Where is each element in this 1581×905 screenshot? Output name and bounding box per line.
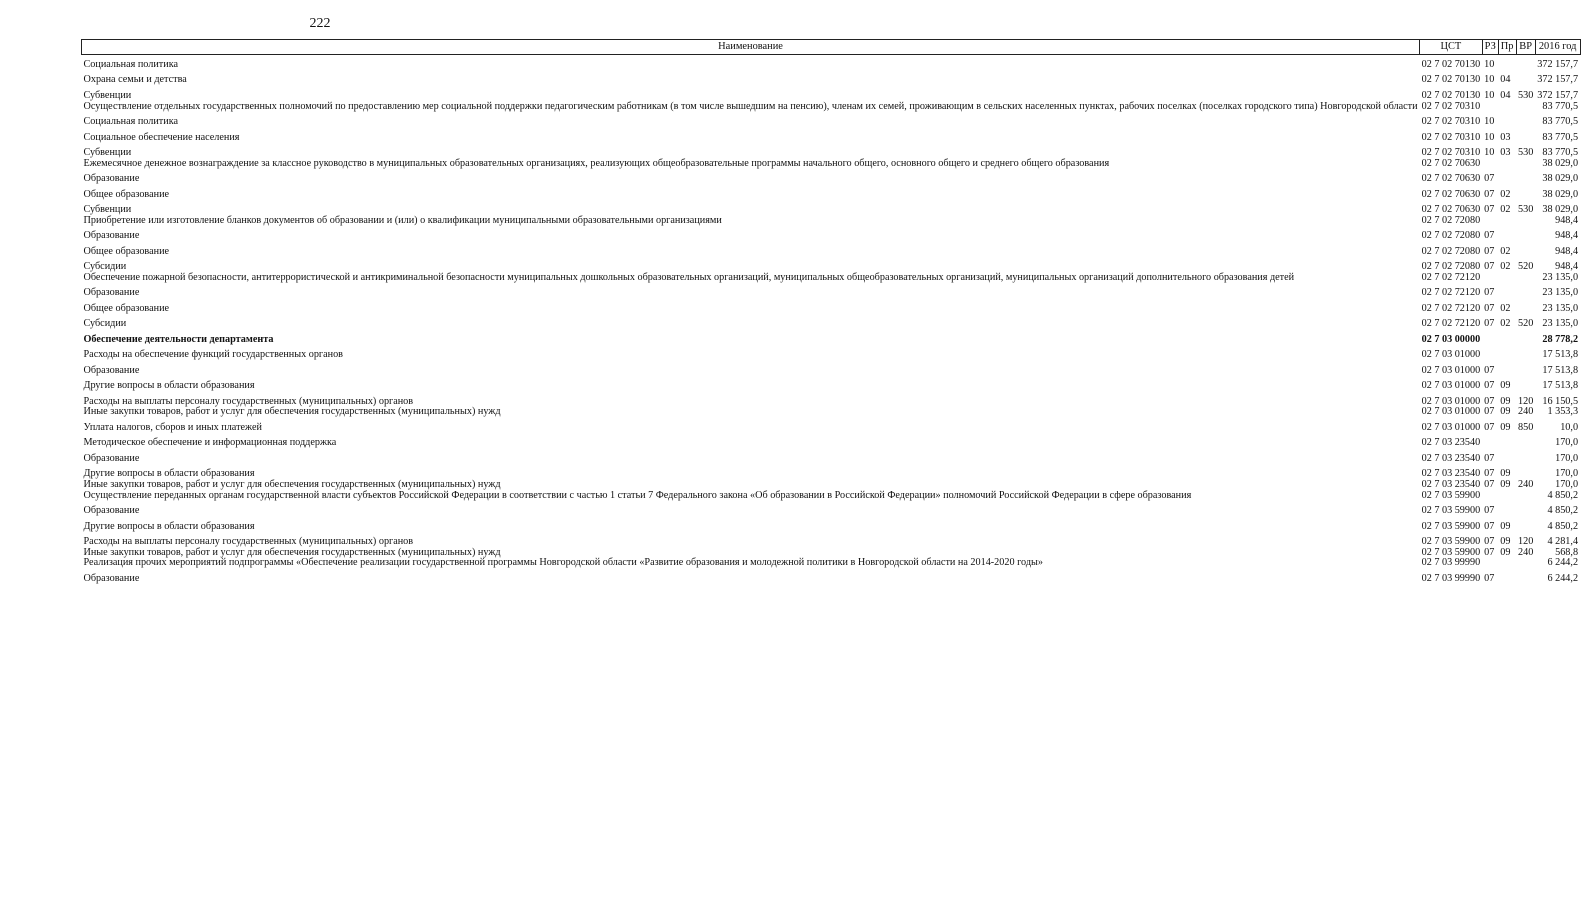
row-cst: 02 7 03 01000 (1421, 349, 1481, 361)
row-pr (1498, 159, 1516, 170)
row-rz (1482, 159, 1498, 170)
table-row (82, 464, 1581, 480)
table-row (82, 433, 1581, 449)
row-cst: 02 7 03 01000 (1421, 380, 1481, 392)
table-header-row (82, 40, 1581, 55)
row-cst: 02 7 03 01000 (1421, 406, 1481, 418)
row-name: Общее образование (83, 188, 170, 200)
row-pr (1498, 449, 1516, 465)
row-name: Обеспечение пожарной безопасности, антитеррористической и антикриминальной безопасности муниципальных дошкольных образовательных организаций, муниципальных общеобразовательных организаций, муниципальных организаций дополнительного образования детей (83, 271, 1295, 283)
row-name: Методическое обеспечение и информационная поддержка (83, 437, 337, 449)
row-cst: 02 7 02 70130 (1421, 58, 1481, 70)
row-vr (1516, 433, 1535, 449)
row-cst: 02 7 03 23540 (1421, 452, 1481, 464)
row-vr (1516, 491, 1535, 502)
row-cst: 02 7 03 59900 (1421, 546, 1481, 558)
table-row (82, 345, 1581, 361)
row-pr: 02 (1500, 261, 1511, 273)
row-name: Ежемесячное денежное вознаграждение за классное руководство в муниципальных образовательных организациях, реализующих общеобразовательные программы начального общего, основного общего и среднего общего образования (83, 157, 1110, 169)
row-rz: 10 (1484, 147, 1495, 158)
row-name: Иные закупки товаров, работ и услуг для обеспечения государственных (муниципальных) нужд (83, 546, 501, 558)
row-amount: 4 850,2 (1547, 505, 1579, 517)
row-cst: 02 7 03 01000 (1421, 395, 1481, 407)
page-number: 222 (309, 16, 331, 31)
row-name: Субсидии (83, 261, 127, 273)
row-cst: 02 7 02 70130 (1421, 74, 1481, 86)
row-amount: 372 157,7 (1537, 89, 1579, 101)
row-cst: 02 7 02 70630 (1421, 204, 1481, 216)
row-rz: 07 (1484, 380, 1495, 392)
row-amount: 17 513,8 (1542, 380, 1579, 392)
row-amount: 170,0 (1555, 468, 1579, 480)
row-cst: 02 7 03 99990 (1421, 572, 1481, 584)
row-pr: 09 (1500, 380, 1511, 392)
header-name: Наименование (82, 40, 1420, 55)
budget-table (81, 39, 1581, 584)
table-row (82, 314, 1581, 330)
row-amount: 568,8 (1555, 546, 1579, 558)
row-pr: 03 (1500, 147, 1511, 158)
row-vr (1516, 558, 1535, 569)
row-vr (1516, 517, 1535, 533)
table-row (82, 71, 1581, 87)
row-name: Иные закупки товаров, работ и услуг для обеспечения государственных (муниципальных) нужд (83, 478, 501, 490)
row-rz: 07 (1484, 572, 1495, 584)
row-pr (1498, 569, 1516, 585)
row-name: Охрана семьи и детства (83, 74, 187, 86)
row-cst: 02 7 03 00000 (1421, 333, 1481, 345)
row-cst: 02 7 02 72080 (1421, 214, 1481, 226)
row-cst: 02 7 03 59900 (1421, 536, 1481, 548)
row-pr (1498, 226, 1516, 242)
row-cst: 02 7 02 70310 (1421, 131, 1481, 143)
row-cst: 02 7 03 01000 (1421, 364, 1481, 376)
row-amount: 23 135,0 (1542, 318, 1579, 330)
row-pr (1498, 55, 1516, 71)
row-name: Общее образование (83, 302, 170, 314)
table-row (82, 449, 1581, 465)
row-vr: 530 (1518, 204, 1534, 216)
row-cst: 02 7 02 72120 (1421, 318, 1481, 330)
row-vr: 120 (1518, 395, 1534, 407)
row-vr (1516, 361, 1535, 377)
row-amount: 4 850,2 (1547, 489, 1579, 501)
row-vr: 240 (1518, 478, 1534, 490)
row-name: Образование (83, 230, 140, 242)
table-row (82, 330, 1581, 346)
row-rz: 07 (1484, 468, 1495, 480)
row-vr (1516, 299, 1535, 315)
row-cst: 02 7 02 72080 (1421, 261, 1481, 273)
row-rz (1482, 216, 1498, 227)
row-name: Другие вопросы в области образования (83, 468, 255, 480)
row-name: Расходы на выплаты персоналу государственных (муниципальных) органов (83, 395, 414, 407)
row-pr (1498, 433, 1516, 449)
row-name: Субвенции (83, 147, 132, 158)
row-vr: 850 (1518, 421, 1534, 433)
row-pr: 09 (1500, 421, 1511, 433)
table-row (82, 376, 1581, 392)
row-rz: 07 (1484, 421, 1495, 433)
row-pr (1498, 283, 1516, 299)
row-cst: 02 7 03 23540 (1421, 468, 1481, 480)
row-name: Образование (83, 505, 140, 517)
row-pr: 02 (1500, 204, 1511, 216)
row-name: Образование (83, 452, 140, 464)
row-rz: 07 (1484, 364, 1495, 376)
table-row (82, 299, 1581, 315)
row-vr (1516, 273, 1535, 284)
row-rz: 07 (1484, 245, 1495, 257)
table-row (82, 517, 1581, 533)
row-pr: 04 (1500, 74, 1511, 86)
row-name: Социальное обеспечение населения (83, 131, 240, 143)
row-pr: 04 (1500, 89, 1511, 101)
row-amount: 170,0 (1555, 452, 1579, 464)
row-cst: 02 7 03 59900 (1421, 520, 1481, 532)
row-amount: 6 244,2 (1547, 572, 1579, 584)
row-amount: 16 150,5 (1542, 395, 1579, 407)
row-rz (1482, 491, 1498, 502)
row-rz: 07 (1484, 478, 1495, 490)
row-vr: 240 (1518, 406, 1534, 418)
row-vr: 120 (1518, 536, 1534, 548)
table-row (82, 407, 1581, 418)
row-rz: 07 (1484, 505, 1495, 517)
row-rz (1482, 273, 1498, 284)
row-amount: 38 029,0 (1542, 173, 1579, 185)
row-pr (1498, 361, 1516, 377)
row-name: Образование (83, 173, 140, 185)
table-row (82, 169, 1581, 185)
row-cst: 02 7 03 59900 (1421, 505, 1481, 517)
row-name: Образование (83, 364, 140, 376)
row-amount: 17 513,8 (1542, 349, 1579, 361)
row-cst: 02 7 02 70630 (1421, 173, 1481, 185)
row-pr (1498, 273, 1516, 284)
row-pr (1498, 501, 1516, 517)
row-pr (1498, 216, 1516, 227)
row-name: Расходы на обеспечение функций государственных органов (83, 349, 343, 361)
row-rz: 07 (1484, 452, 1495, 464)
row-pr: 09 (1500, 520, 1511, 532)
row-vr: 520 (1518, 318, 1534, 330)
row-amount: 4 281,4 (1547, 536, 1579, 548)
row-name: Другие вопросы в области образования (83, 520, 255, 532)
header-amount: 2016 год (1535, 40, 1580, 55)
row-name: Образование (83, 572, 140, 584)
row-rz: 07 (1484, 261, 1495, 273)
row-vr (1516, 345, 1535, 361)
row-pr: 09 (1500, 546, 1511, 558)
row-cst: 02 7 02 70310 (1421, 116, 1481, 127)
row-amount: 4 850,2 (1547, 520, 1579, 532)
row-name: Социальная политика (83, 58, 179, 70)
row-name: Другие вопросы в области образования (83, 380, 255, 392)
row-rz: 07 (1484, 188, 1495, 200)
row-vr (1516, 159, 1535, 170)
row-rz: 07 (1484, 546, 1495, 558)
row-cst: 02 7 03 99990 (1421, 557, 1481, 569)
row-vr: 530 (1518, 89, 1534, 101)
row-name: Расходы на выплаты персоналу государственных (муниципальных) органов (83, 536, 414, 548)
row-vr (1516, 464, 1535, 480)
row-rz: 10 (1484, 131, 1495, 143)
header-vr: ВР (1516, 40, 1535, 55)
row-rz (1482, 102, 1498, 113)
row-vr (1516, 71, 1535, 87)
row-name: Субсидии (83, 318, 127, 330)
row-name: Субвенции (83, 89, 132, 101)
row-cst: 02 7 02 70630 (1421, 188, 1481, 200)
row-name: Осуществление отдельных государственных полномочий по предоставлению мер социальной поддержки педагогическим работникам (в том числе вышедшим на пенсию), членам их семей, проживающим в сельских населенных пунктах, рабочих поселках (поселках городского типа) Новгородской области (83, 100, 1418, 112)
table-row (82, 532, 1581, 548)
table-row (82, 242, 1581, 258)
row-pr (1498, 102, 1516, 113)
row-amount: 948,4 (1555, 245, 1579, 257)
row-amount: 38 029,0 (1542, 204, 1579, 216)
row-name: Уплата налогов, сборов и иных платежей (83, 421, 262, 433)
table-row (82, 185, 1581, 201)
row-vr (1516, 376, 1535, 392)
row-rz (1482, 558, 1498, 569)
row-amount: 170,0 (1555, 478, 1579, 490)
table-row (82, 226, 1581, 242)
row-amount: 170,0 (1555, 437, 1579, 449)
table-row (82, 418, 1581, 434)
row-vr: 520 (1518, 261, 1534, 273)
row-cst: 02 7 03 23540 (1421, 437, 1481, 449)
row-cst: 02 7 02 72120 (1421, 302, 1481, 314)
row-pr: 02 (1500, 302, 1511, 314)
row-rz: 10 (1484, 89, 1495, 101)
row-amount: 38 029,0 (1542, 188, 1579, 200)
row-pr: 02 (1500, 188, 1511, 200)
row-amount: 17 513,8 (1542, 364, 1579, 376)
table-row (82, 216, 1581, 227)
row-cst: 02 7 02 70310 (1421, 147, 1481, 158)
row-amount: 83 770,5 (1542, 100, 1579, 112)
row-amount: 6 244,2 (1547, 557, 1579, 569)
row-vr (1516, 501, 1535, 517)
row-name: Образование (83, 287, 140, 299)
row-pr: 03 (1500, 131, 1511, 143)
row-cst: 02 7 02 70130 (1421, 89, 1481, 101)
row-rz: 07 (1484, 230, 1495, 242)
row-pr: 09 (1500, 395, 1511, 407)
row-rz (1482, 345, 1498, 361)
row-rz (1482, 433, 1498, 449)
row-cst: 02 7 02 72080 (1421, 230, 1481, 242)
row-cst: 02 7 03 59900 (1421, 489, 1481, 501)
table-row (82, 102, 1581, 113)
row-amount: 23 135,0 (1542, 271, 1579, 283)
header-rz: РЗ (1482, 40, 1498, 55)
table-row (82, 273, 1581, 284)
row-pr: 09 (1500, 478, 1511, 490)
row-cst: 02 7 02 70310 (1421, 100, 1481, 112)
row-vr (1516, 226, 1535, 242)
row-name: Осуществление переданных органам государственной власти субъектов Российской Федерации в соответствии с частью 1 статьи 7 Федерального закона «Об образовании в Российской Федерации» полномочий Российской Федерации в сфере образования (83, 489, 1192, 501)
row-pr (1498, 345, 1516, 361)
table-row (82, 159, 1581, 170)
row-cst: 02 7 02 70630 (1421, 157, 1481, 169)
row-name: Обеспечение деятельности департамента (83, 333, 274, 345)
row-name: Приобретение или изготовление бланков документов об образовании и (или) о квалификации муниципальными образовательными организациями (83, 214, 722, 226)
row-pr (1498, 558, 1516, 569)
row-amount: 1 353,3 (1547, 406, 1579, 418)
row-vr: 240 (1518, 546, 1534, 558)
row-vr (1516, 102, 1535, 113)
row-vr: 530 (1518, 147, 1534, 158)
row-pr: 09 (1500, 406, 1511, 418)
row-amount: 83 770,5 (1542, 131, 1579, 143)
row-pr (1498, 330, 1516, 346)
row-rz: 07 (1484, 302, 1495, 314)
table-row (82, 558, 1581, 569)
row-pr: 09 (1500, 468, 1511, 480)
row-amount: 948,4 (1555, 214, 1579, 226)
header-pr: Пр (1498, 40, 1516, 55)
row-vr (1516, 185, 1535, 201)
row-amount: 372 157,7 (1537, 74, 1579, 86)
row-cst: 02 7 02 72120 (1421, 287, 1481, 299)
table-row (82, 86, 1581, 102)
row-name: Социальная политика (83, 116, 179, 127)
row-amount: 23 135,0 (1542, 302, 1579, 314)
table-row (82, 501, 1581, 517)
table-row (82, 128, 1581, 144)
row-amount: 28 778,2 (1542, 333, 1579, 345)
row-cst: 02 7 02 72120 (1421, 271, 1481, 283)
row-rz: 10 (1484, 58, 1495, 70)
row-amount: 948,4 (1555, 230, 1579, 242)
row-name: Общее образование (83, 245, 170, 257)
table-row (82, 569, 1581, 585)
table-row (82, 55, 1581, 71)
row-rz: 07 (1484, 536, 1495, 548)
row-vr (1516, 330, 1535, 346)
row-rz: 07 (1484, 406, 1495, 418)
row-rz (1482, 330, 1498, 346)
row-amount: 10,0 (1560, 421, 1579, 433)
table-row (82, 283, 1581, 299)
table-row (82, 257, 1581, 273)
row-rz: 07 (1484, 204, 1495, 216)
row-pr: 02 (1500, 318, 1511, 330)
row-vr (1516, 216, 1535, 227)
row-pr (1498, 491, 1516, 502)
row-vr (1516, 242, 1535, 258)
row-rz: 07 (1484, 395, 1495, 407)
row-amount: 83 770,5 (1542, 116, 1579, 127)
row-rz: 07 (1484, 520, 1495, 532)
header-cst: ЦСТ (1420, 40, 1483, 55)
row-vr (1516, 449, 1535, 465)
row-name: Иные закупки товаров, работ и услуг для обеспечения государственных (муниципальных) нужд (83, 406, 501, 418)
row-cst: 02 7 02 72080 (1421, 245, 1481, 257)
row-cst: 02 7 03 01000 (1421, 421, 1481, 433)
row-pr (1498, 112, 1516, 128)
row-vr (1516, 569, 1535, 585)
row-rz: 10 (1484, 116, 1495, 127)
row-vr (1516, 112, 1535, 128)
row-amount: 372 157,7 (1537, 58, 1579, 70)
table-row (82, 480, 1581, 491)
row-vr (1516, 128, 1535, 144)
table-row (82, 361, 1581, 377)
row-rz: 10 (1484, 74, 1495, 86)
row-amount: 23 135,0 (1542, 287, 1579, 299)
row-amount: 83 770,5 (1542, 147, 1579, 158)
row-pr: 02 (1500, 245, 1511, 257)
row-rz: 07 (1484, 173, 1495, 185)
row-rz: 07 (1484, 287, 1495, 299)
row-amount: 948,4 (1555, 261, 1579, 273)
table-row (82, 392, 1581, 408)
table-row (82, 143, 1581, 159)
row-vr (1516, 283, 1535, 299)
table-row (82, 491, 1581, 502)
row-rz: 07 (1484, 318, 1495, 330)
table-row (82, 112, 1581, 128)
row-name: Субвенции (83, 204, 132, 216)
row-vr (1516, 169, 1535, 185)
table-row (82, 200, 1581, 216)
row-pr: 09 (1500, 536, 1511, 548)
row-cst: 02 7 03 23540 (1421, 478, 1481, 490)
row-name: Реализация прочих мероприятий подпрограммы «Обеспечение реализации государственной программы Новгородской области «Развитие образования и молодежной политики в Новгородской области на 2014-2020 годы» (83, 557, 1043, 569)
row-vr (1516, 55, 1535, 71)
row-pr (1498, 169, 1516, 185)
row-amount: 38 029,0 (1542, 157, 1579, 169)
